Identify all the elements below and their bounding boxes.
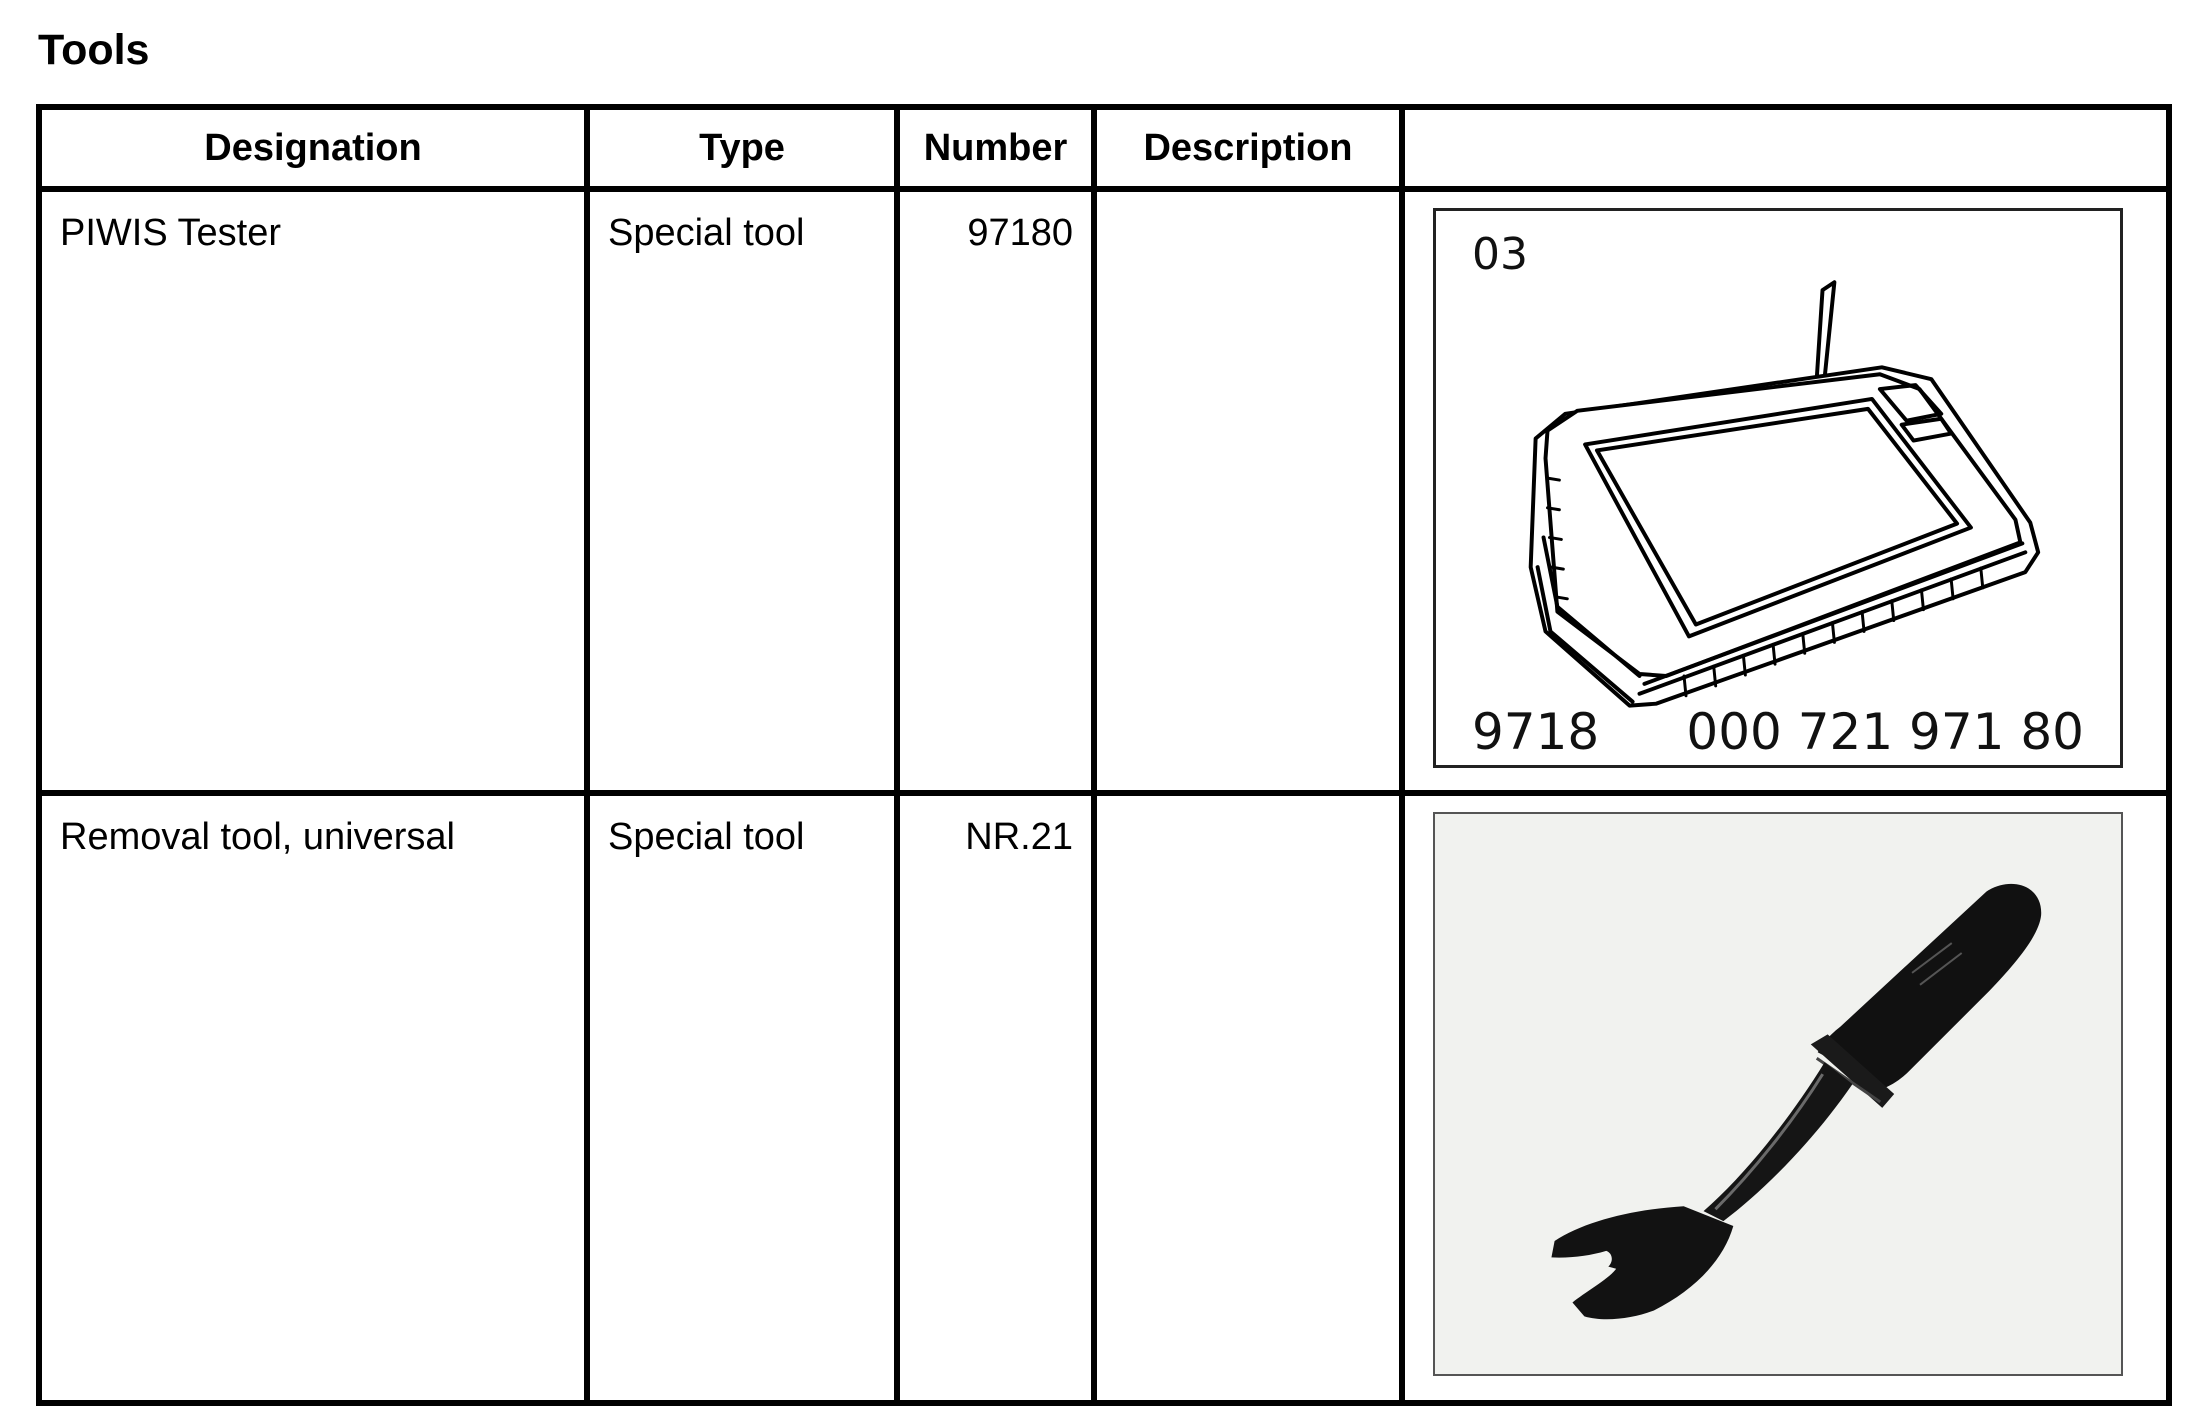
header-image	[1402, 107, 2169, 189]
cell-image	[1402, 793, 2169, 1403]
removal-tool-icon	[1435, 814, 2121, 1374]
cell-number	[897, 189, 1094, 793]
cell-designation	[39, 793, 587, 1403]
tools-table	[36, 104, 2172, 1406]
figure-code-top: 03	[1472, 229, 1528, 280]
description-text	[1097, 796, 1399, 812]
page-title: Tools	[38, 26, 150, 74]
header-description: Description	[1094, 107, 1402, 189]
piwis-tester-image	[1433, 208, 2123, 768]
piwis-tester-icon	[1436, 211, 2120, 765]
header-row	[39, 107, 2169, 189]
table-row	[39, 793, 2169, 1403]
designation-text: PIWIS Tester	[60, 212, 282, 254]
designation-text: Removal tool, universal	[60, 816, 455, 858]
number-text: NR.21	[965, 816, 1073, 858]
cell-type	[587, 189, 897, 793]
cell-description	[1094, 189, 1402, 793]
figure-code-left: 9718	[1472, 703, 1600, 761]
number-text: 97180	[967, 212, 1073, 254]
cell-number	[897, 793, 1094, 1403]
cell-type	[587, 793, 897, 1403]
cell-description	[1094, 793, 1402, 1403]
figure-code-right: 000 721 971 80	[1686, 703, 2084, 761]
removal-tool-image	[1433, 812, 2123, 1376]
cell-designation	[39, 189, 587, 793]
table-row	[39, 189, 2169, 793]
description-text	[1097, 192, 1399, 208]
header-number: Number	[897, 107, 1094, 189]
type-text: Special tool	[608, 816, 805, 858]
cell-image	[1402, 189, 2169, 793]
header-designation: Designation	[39, 107, 587, 189]
type-text: Special tool	[608, 212, 805, 254]
header-type: Type	[587, 107, 897, 189]
